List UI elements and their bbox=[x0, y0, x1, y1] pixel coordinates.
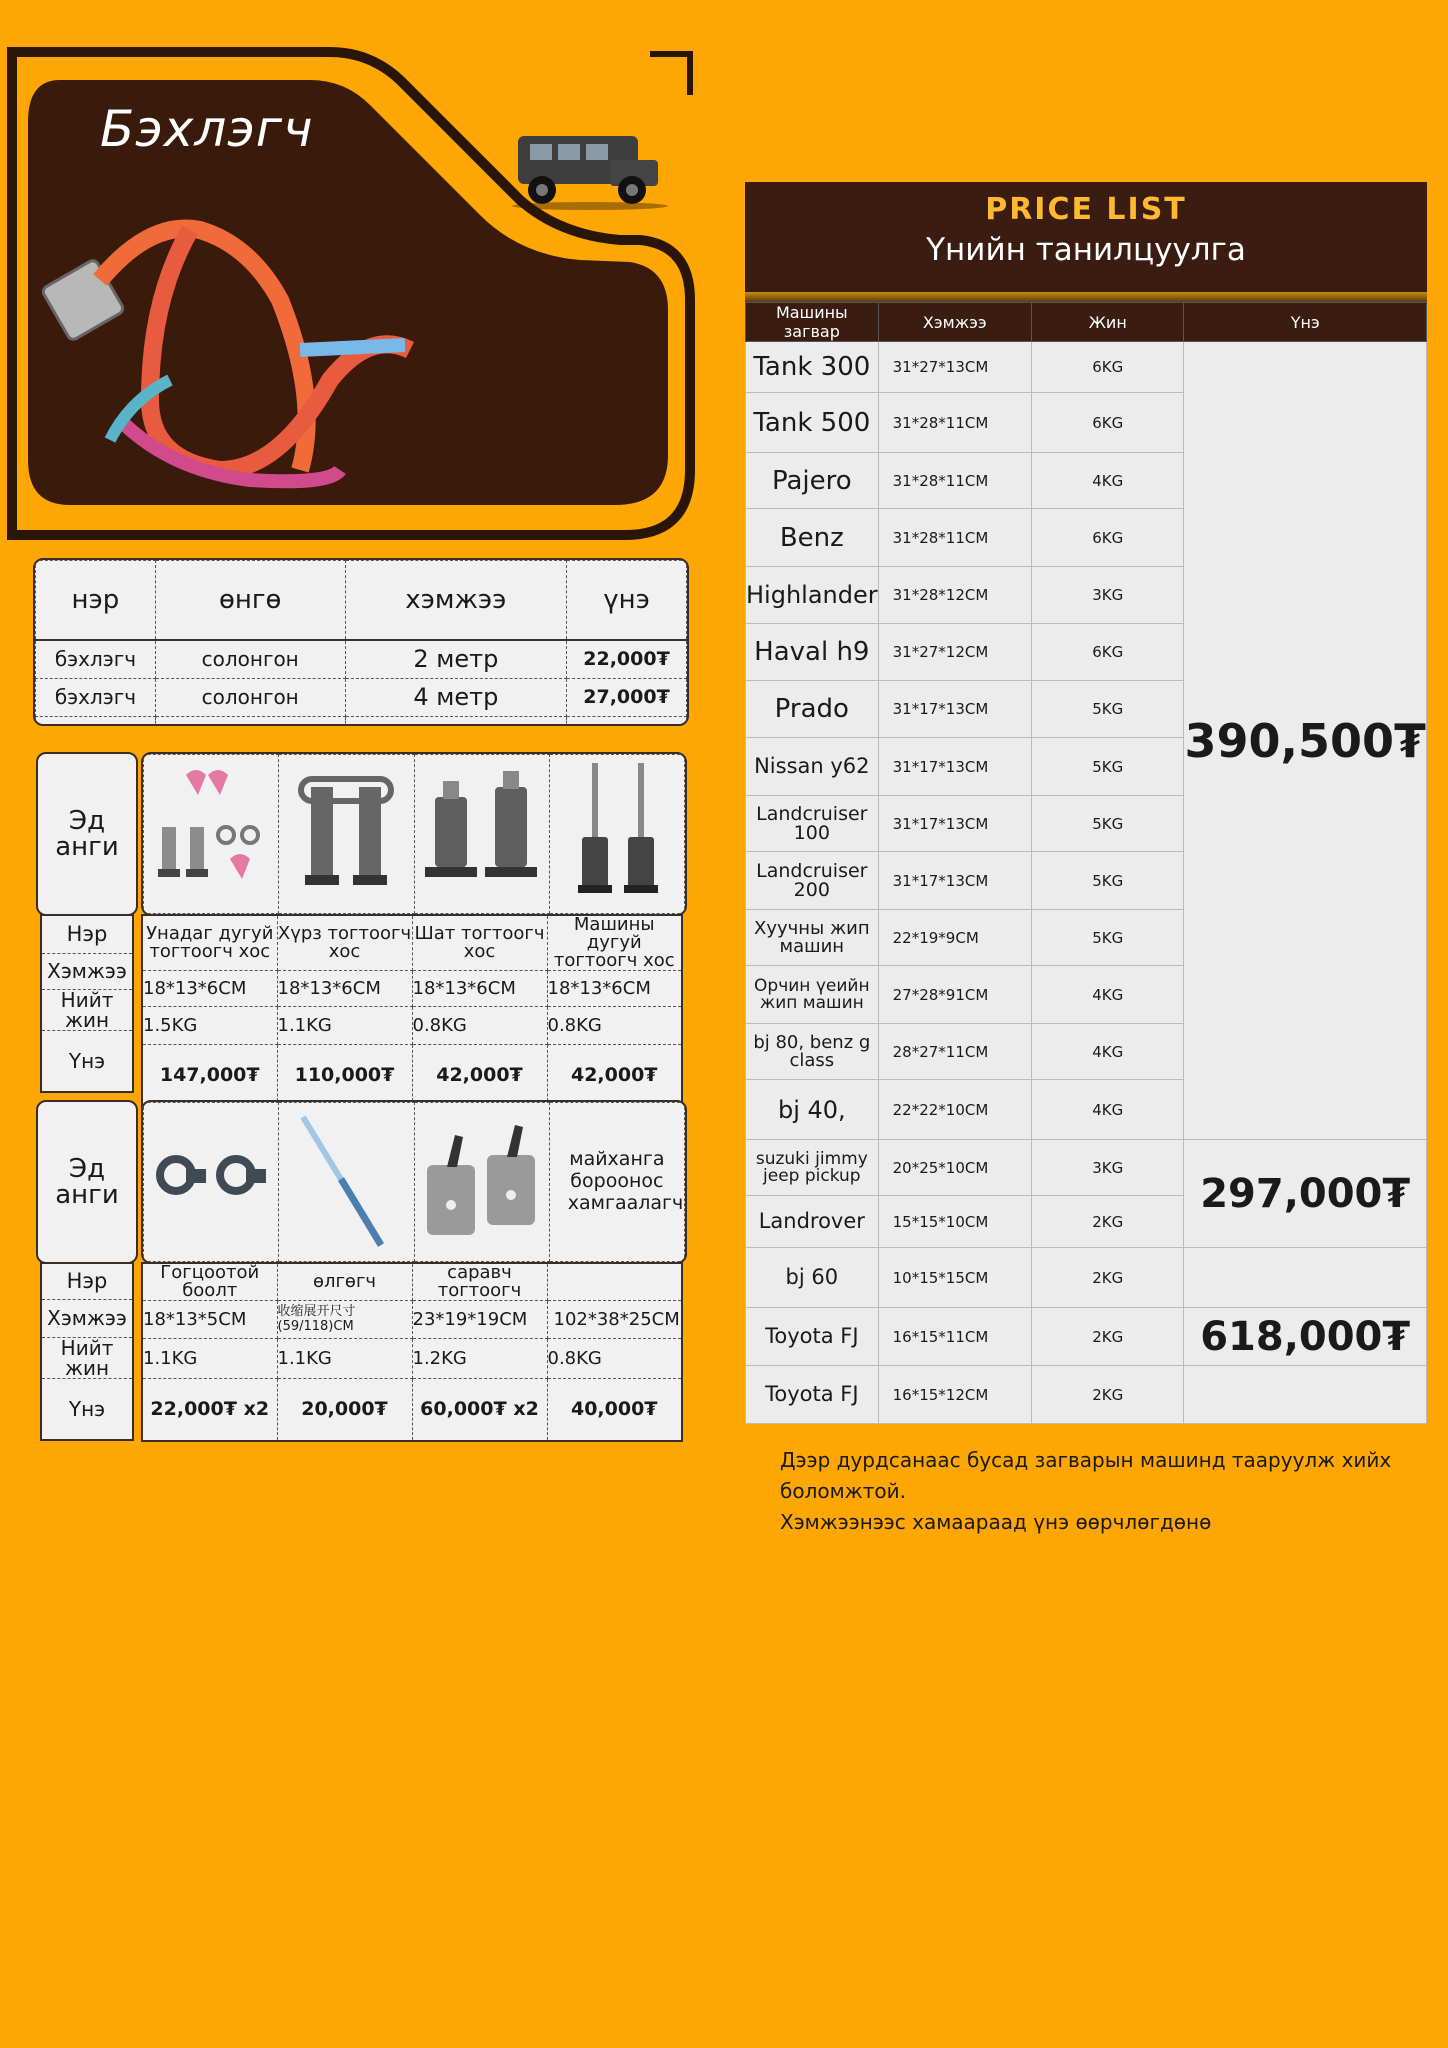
hero-frame-graphic bbox=[0, 0, 720, 560]
rain-guard-caption: майханга бороонос хамгаалагч bbox=[567, 1148, 684, 1214]
model-size: 31*17*13CM bbox=[878, 796, 1031, 852]
model-weight: 5KG bbox=[1032, 852, 1184, 910]
table-row bbox=[36, 640, 687, 678]
cell-price: 27,000₮ bbox=[567, 678, 687, 716]
cell-price: 22,000₮ bbox=[567, 640, 687, 678]
model-name: Хуучны жип машин bbox=[746, 910, 879, 966]
hero-banner bbox=[0, 0, 720, 560]
table-row bbox=[746, 1308, 1427, 1366]
hero-title: Бэхлэгч bbox=[100, 100, 314, 158]
model-weight: 6KG bbox=[1032, 342, 1184, 393]
price-list-header bbox=[745, 182, 1427, 292]
table-row bbox=[746, 342, 1427, 393]
footnote-line-1: Дээр дурдсанаас бусад загварын машинд тааруулж хийх боломжтой. bbox=[780, 1448, 1392, 1503]
item-price: 147,000₮ bbox=[142, 1045, 277, 1107]
item-size: 18*13*6CM bbox=[547, 971, 682, 1007]
cell-name: бэхлэгч bbox=[36, 640, 156, 678]
rain-guard-text-cell bbox=[549, 1103, 684, 1262]
accessories-2-details bbox=[141, 1262, 683, 1442]
row-label-name: Нэр bbox=[41, 915, 133, 953]
header-name: нэр bbox=[36, 561, 156, 641]
model-name: bj 40, bbox=[746, 1080, 879, 1140]
table-row-empty bbox=[36, 716, 687, 726]
item-price: 42,000₮ bbox=[412, 1045, 547, 1107]
accessories-2-label: Эд анги bbox=[55, 1154, 119, 1210]
model-weight: 6KG bbox=[1032, 624, 1184, 681]
model-name: Benz bbox=[746, 509, 879, 567]
item-price: 60,000₮ x2 bbox=[412, 1379, 547, 1441]
cell-color: солонгон bbox=[155, 640, 345, 678]
tire-holder-image bbox=[549, 755, 684, 914]
model-size: 31*28*11CM bbox=[878, 453, 1031, 509]
model-weight: 6KG bbox=[1032, 509, 1184, 567]
header-color: өнгө bbox=[155, 561, 345, 641]
model-weight: 5KG bbox=[1032, 738, 1184, 796]
model-size: 31*17*13CM bbox=[878, 738, 1031, 796]
footnote-line-2: Хэмжээнээс хамаараад үнэ өөрчлөгдөнө bbox=[780, 1510, 1212, 1534]
model-size: 28*27*11CM bbox=[878, 1024, 1031, 1080]
model-name: Орчин үеийн жип машин bbox=[746, 966, 879, 1024]
bike-holder-image bbox=[144, 755, 279, 914]
model-weight: 3KG bbox=[1032, 567, 1184, 624]
cell-name: бэхлэгч bbox=[36, 678, 156, 716]
model-name: Landcruiser 200 bbox=[746, 852, 879, 910]
cell-size: 2 метр bbox=[345, 640, 567, 678]
ladder-holder-image bbox=[414, 755, 549, 914]
strap-table-header bbox=[36, 561, 687, 641]
header-size: Хэмжээ bbox=[878, 303, 1031, 342]
model-size: 31*28*11CM bbox=[878, 509, 1031, 567]
row-label-name: Нэр bbox=[41, 1263, 133, 1299]
item-name: Хүрз тогтоогч хос bbox=[277, 915, 412, 971]
model-weight: 4KG bbox=[1032, 453, 1184, 509]
row-label-price: Үнэ bbox=[41, 1030, 133, 1092]
item-name: Шат тогтоогч хос bbox=[412, 915, 547, 971]
price-list-title: PRICE LIST bbox=[985, 192, 1187, 227]
item-weight: 1.1KG bbox=[277, 1339, 412, 1379]
model-name: Tank 500 bbox=[746, 393, 879, 453]
item-weight: 0.8KG bbox=[547, 1007, 682, 1045]
model-weight: 4KG bbox=[1032, 1080, 1184, 1140]
model-size: 31*17*13CM bbox=[878, 681, 1031, 738]
model-size: 31*17*13CM bbox=[878, 852, 1031, 910]
table-row bbox=[36, 678, 687, 716]
model-name: Nissan y62 bbox=[746, 738, 879, 796]
table-row bbox=[746, 1248, 1427, 1308]
footnote bbox=[780, 1445, 1420, 1538]
model-weight: 5KG bbox=[1032, 681, 1184, 738]
model-size: 15*15*10CM bbox=[878, 1196, 1031, 1248]
model-size: 22*22*10CM bbox=[878, 1080, 1031, 1140]
model-name: suzuki jimmy jeep pickup bbox=[746, 1140, 879, 1196]
item-size: 23*19*19CM bbox=[412, 1301, 547, 1339]
accessories-1-label-box bbox=[36, 752, 138, 916]
header-weight: Жин bbox=[1032, 303, 1184, 342]
accessories-2-images bbox=[141, 1100, 687, 1264]
model-size: 20*25*10CM bbox=[878, 1140, 1031, 1196]
accessories-2-row-labels bbox=[40, 1262, 134, 1441]
eye-bolt-image bbox=[144, 1103, 279, 1262]
shovel-holder-image bbox=[279, 755, 414, 914]
model-name: Pajero bbox=[746, 453, 879, 509]
model-size: 31*27*12CM bbox=[878, 624, 1031, 681]
model-name: Prado bbox=[746, 681, 879, 738]
item-size: 18*13*6CM bbox=[142, 971, 277, 1007]
item-weight: 1.1KG bbox=[142, 1339, 277, 1379]
empty-price-cell bbox=[1184, 1248, 1427, 1308]
item-name: Гогцоотой боолт bbox=[142, 1263, 277, 1301]
model-weight: 3KG bbox=[1032, 1140, 1184, 1196]
model-size: 10*15*15CM bbox=[878, 1248, 1031, 1308]
model-weight: 5KG bbox=[1032, 910, 1184, 966]
accessories-1-label: Эд анги bbox=[55, 806, 119, 862]
model-name: Landcruiser 100 bbox=[746, 796, 879, 852]
hanger-pole-image bbox=[279, 1103, 414, 1262]
model-size: 31*27*13CM bbox=[878, 342, 1031, 393]
price-list-table bbox=[745, 302, 1427, 1424]
item-price: 22,000₮ x2 bbox=[142, 1379, 277, 1441]
model-name: bj 60 bbox=[746, 1248, 879, 1308]
empty-price-cell bbox=[1184, 1366, 1427, 1424]
model-weight: 2KG bbox=[1032, 1366, 1184, 1424]
item-price: 110,000₮ bbox=[277, 1045, 412, 1107]
row-label-weight: Нийт жин bbox=[41, 1337, 133, 1378]
item-name: Унадаг дугуй тогтоогч хос bbox=[142, 915, 277, 971]
item-name: Машины дугуй тогтоогч хос bbox=[547, 915, 682, 971]
item-price: 42,000₮ bbox=[547, 1045, 682, 1107]
strap-price-table bbox=[33, 558, 689, 726]
cell-size: 4 метр bbox=[345, 678, 567, 716]
model-weight: 4KG bbox=[1032, 1024, 1184, 1080]
model-weight: 2KG bbox=[1032, 1196, 1184, 1248]
model-name: Toyota FJ bbox=[746, 1308, 879, 1366]
model-name: bj 80, benz g class bbox=[746, 1024, 879, 1080]
awning-holder-image bbox=[414, 1103, 549, 1262]
cell-color: солонгон bbox=[155, 678, 345, 716]
header-model: Машины загвар bbox=[746, 303, 879, 342]
price-list-gold-band bbox=[745, 292, 1427, 302]
model-name: Landrover bbox=[746, 1196, 879, 1248]
price-list-header-row bbox=[746, 303, 1427, 342]
model-weight: 2KG bbox=[1032, 1248, 1184, 1308]
row-label-size: Хэмжээ bbox=[41, 953, 133, 989]
model-size: 31*28*12CM bbox=[878, 567, 1031, 624]
row-label-price: Үнэ bbox=[41, 1378, 133, 1440]
model-name: Toyota FJ bbox=[746, 1366, 879, 1424]
accessories-1-images bbox=[141, 752, 687, 916]
model-size: 27*28*91CM bbox=[878, 966, 1031, 1024]
accessories-2-label-box bbox=[36, 1100, 138, 1264]
header-size: хэмжээ bbox=[345, 561, 567, 641]
model-weight: 2KG bbox=[1032, 1308, 1184, 1366]
model-name: Haval h9 bbox=[746, 624, 879, 681]
jeep-image bbox=[512, 136, 668, 210]
item-size: 收缩展开尺寸 (59/118)CM bbox=[277, 1301, 412, 1339]
table-row bbox=[746, 1366, 1427, 1424]
model-weight: 4KG bbox=[1032, 966, 1184, 1024]
group-price-3: 618,000₮ bbox=[1184, 1308, 1427, 1366]
item-weight: 1.5KG bbox=[142, 1007, 277, 1045]
model-weight: 5KG bbox=[1032, 796, 1184, 852]
header-price: Үнэ bbox=[1184, 303, 1427, 342]
item-weight: 0.8KG bbox=[547, 1339, 682, 1379]
item-size: 18*13*5CM bbox=[142, 1301, 277, 1339]
item-weight: 1.2KG bbox=[412, 1339, 547, 1379]
model-size: 16*15*11CM bbox=[878, 1308, 1031, 1366]
model-name: Tank 300 bbox=[746, 342, 879, 393]
accessories-1-details bbox=[141, 914, 683, 1108]
item-name: саравч тогтоогч bbox=[412, 1263, 547, 1301]
model-weight: 6KG bbox=[1032, 393, 1184, 453]
row-label-size: Хэмжээ bbox=[41, 1299, 133, 1337]
header-price: үнэ bbox=[567, 561, 687, 641]
item-weight: 1.1KG bbox=[277, 1007, 412, 1045]
item-name bbox=[547, 1263, 682, 1301]
model-size: 16*15*12CM bbox=[878, 1366, 1031, 1424]
item-size: 18*13*6CM bbox=[412, 971, 547, 1007]
item-name: өлгөгч bbox=[277, 1263, 412, 1301]
model-size: 22*19*9CM bbox=[878, 910, 1031, 966]
item-size: 18*13*6CM bbox=[277, 971, 412, 1007]
model-size: 31*28*11CM bbox=[878, 393, 1031, 453]
table-row bbox=[746, 1140, 1427, 1196]
model-name: Highlander bbox=[746, 567, 879, 624]
group-price-1: 390,500₮ bbox=[1184, 342, 1427, 1140]
item-price: 40,000₮ bbox=[547, 1379, 682, 1441]
group-price-2: 297,000₮ bbox=[1184, 1140, 1427, 1248]
accessories-1-row-labels bbox=[40, 914, 134, 1093]
row-label-weight: Нийт жин bbox=[41, 989, 133, 1030]
item-weight: 0.8KG bbox=[412, 1007, 547, 1045]
price-list-subtitle: Үнийн танилцуулга bbox=[926, 232, 1246, 268]
item-price: 20,000₮ bbox=[277, 1379, 412, 1441]
item-size: 102*38*25CM bbox=[547, 1301, 682, 1339]
